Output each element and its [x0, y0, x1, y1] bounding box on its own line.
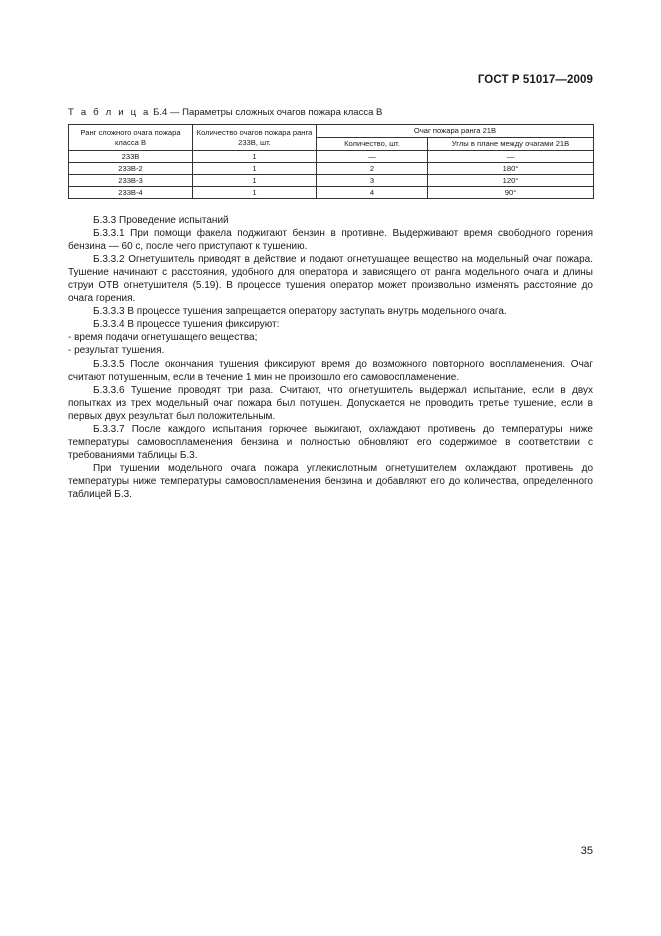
cell-angle: 120°	[428, 175, 594, 187]
cell-rank: 233В-4	[69, 187, 193, 199]
cell-rank: 233В	[69, 151, 193, 163]
paragraph: При тушении модельного очага пожара углекислотным огнетушителем охлаждают противень до температуры ниже температуры самовоспламенения бензина и добавляют его до количества, определенного таблицей Б.3.	[68, 462, 593, 500]
cell-count-21: 4	[317, 187, 428, 199]
section-heading: Б.3.3 Проведение испытаний	[93, 215, 229, 226]
cell-angle: —	[428, 151, 594, 163]
header-angle: Углы в плане между очагами 21В	[428, 138, 594, 151]
body-text	[68, 214, 593, 501]
document-header: ГОСТ Р 51017—2009	[477, 74, 593, 86]
paragraph: Б.3.3.2 Огнетушитель приводят в действие и подают огнетушащее вещество на модельный очаг пожара. Тушение начинают с расстояния, удобного для оператора и зависящего от ранга модельного очага и длины струи ОТВ огнетушителя (5.19). В процессе тушения оператор может произвольно изменять расстояние до очага горения.	[68, 254, 593, 305]
paragraph: Б.3.3.5 После окончания тушения фиксируют время до возможного повторного воспламенения. Очаг считают потушенным, если в течение 1 мин не произошло его самовоспламенение.	[68, 358, 593, 383]
cell-rank: 233В-3	[69, 175, 193, 187]
paragraph: Б.3.3.4 В процессе тушения фиксируют:	[93, 319, 280, 331]
header-count-233: Количество очагов пожара ранга 233В, шт.	[193, 125, 317, 151]
header-rank: Ранг сложного очага пожара класса В	[69, 125, 193, 151]
cell-angle: 90°	[428, 187, 594, 199]
table-row	[69, 163, 594, 175]
cell-count-233: 1	[193, 175, 317, 187]
table-caption	[68, 107, 382, 118]
list-item: - время подачи огнетушащего вещества;	[68, 332, 258, 344]
cell-count-233: 1	[193, 187, 317, 199]
table-caption-prefix: Т а б л и ц а	[68, 107, 151, 118]
page-number: 35	[580, 845, 593, 857]
cell-count-21: 2	[317, 163, 428, 175]
parameters-table	[68, 124, 594, 199]
cell-count-21: 3	[317, 175, 428, 187]
cell-count-21: —	[317, 151, 428, 163]
header-count-21: Количество, шт.	[317, 138, 428, 151]
paragraph: Б.3.3.7 После каждого испытания горючее выжигают, охлаждают противень до температуры ниже температуры самовоспламенения бензина и полностью обновляют его содержимое в соответствии с требованиями таблицы Б.3.	[68, 423, 593, 461]
header-group-21: Очаг пожара ранга 21В	[317, 125, 594, 138]
table-row	[69, 175, 594, 187]
paragraph: Б.3.3.1 При помощи факела поджигают бензин в противне. Выдерживают время свободного горения бензина — 60 с, после чего приступают к тушению.	[68, 228, 593, 253]
table-caption-title: Б.4 — Параметры сложных очагов пожара класса В	[150, 107, 383, 118]
cell-count-233: 1	[193, 163, 317, 175]
table-row	[69, 187, 594, 199]
list-item: - результат тушения.	[68, 345, 165, 357]
paragraph: Б.3.3.6 Тушение проводят три раза. Считают, что огнетушитель выдержал испытание, если в двух попытках из трех модельный очаг пожара был потушен. Допускается не проводить третье тушение, если в первых двух результат был положительным.	[68, 384, 593, 422]
cell-angle: 180°	[428, 163, 594, 175]
table-row	[69, 151, 594, 163]
cell-count-233: 1	[193, 151, 317, 163]
paragraph: Б.3.3.3 В процессе тушения запрещается оператору заступать внутрь модельного очага.	[93, 306, 507, 318]
cell-rank: 233В-2	[69, 163, 193, 175]
